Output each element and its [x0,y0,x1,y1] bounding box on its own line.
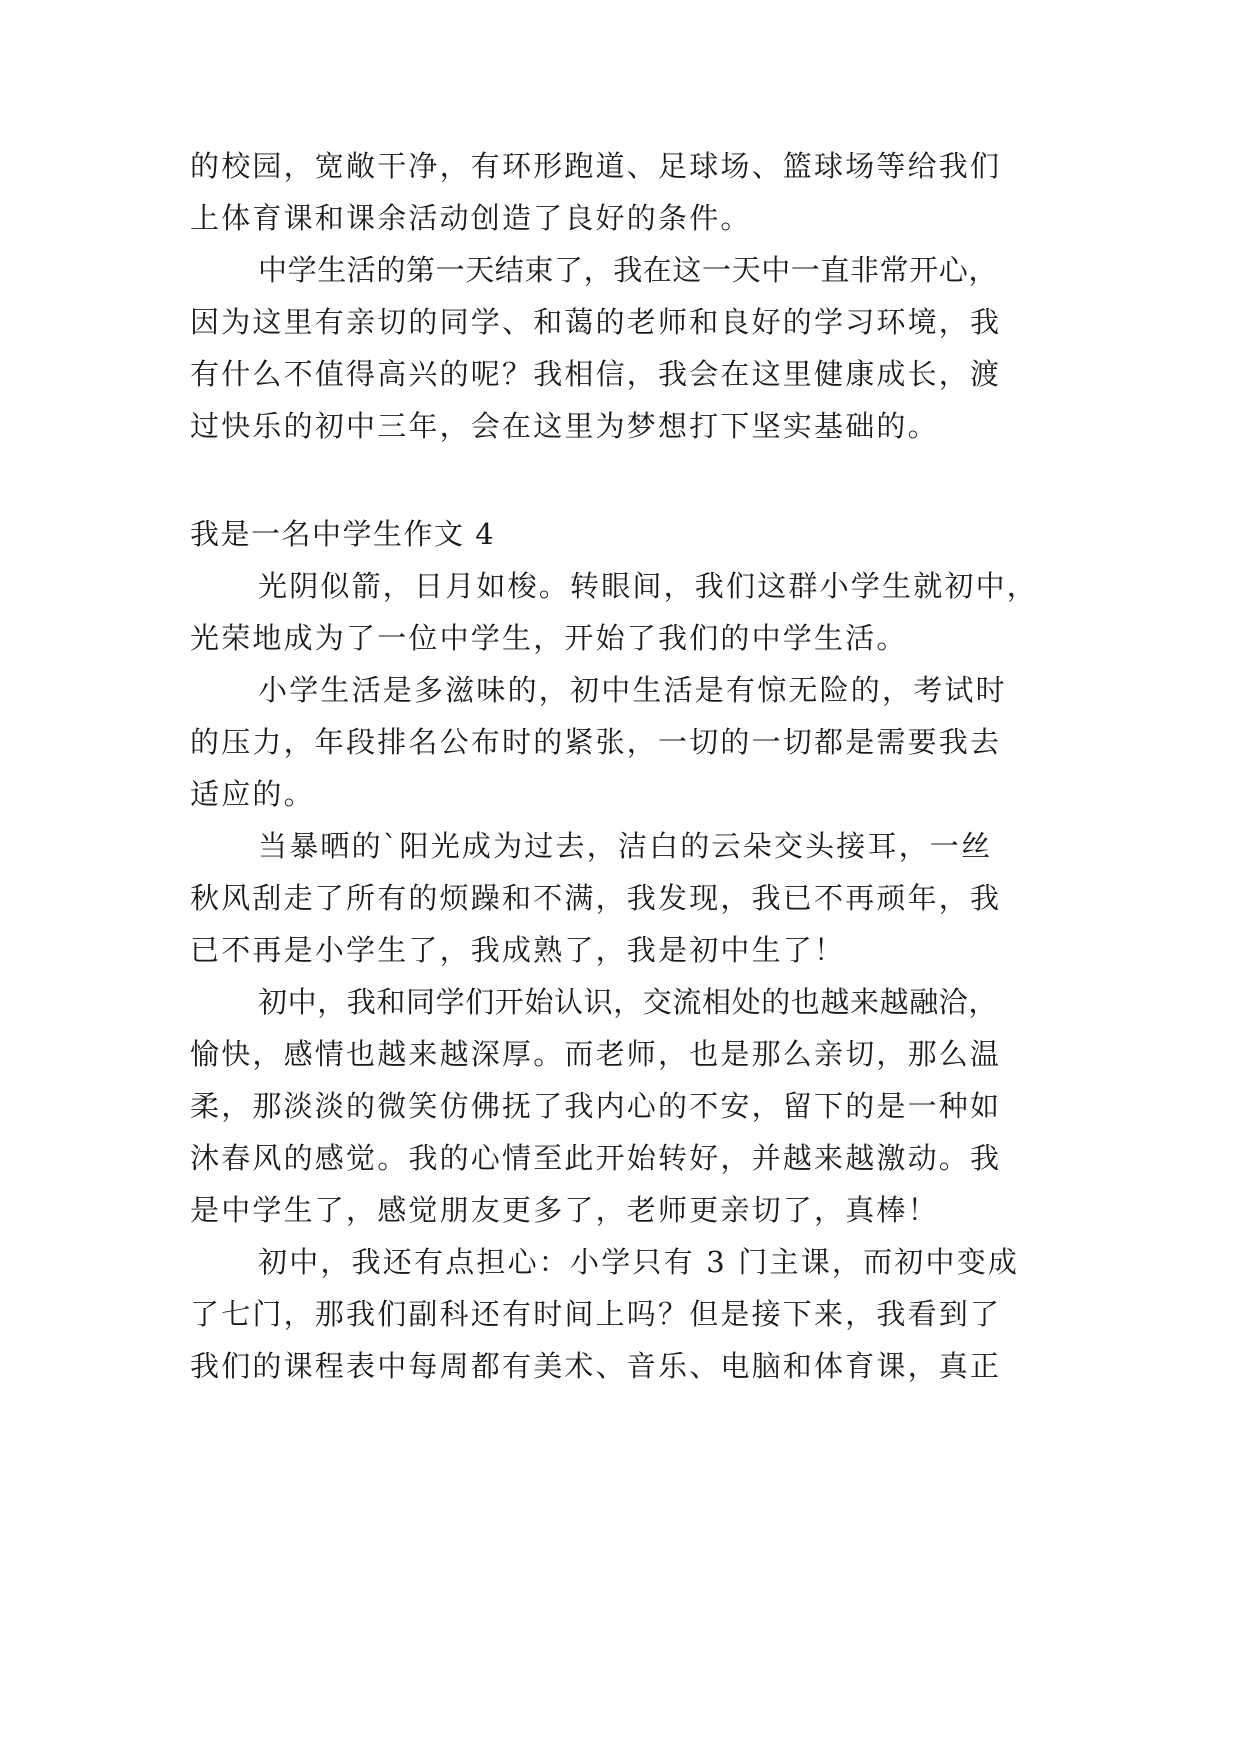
text-line: 小学生活是多滋味的，初中生活是有惊无险的，考试时 [258,673,1007,707]
text-line: 初中，我还有点担心：小学只有 3 门主课，而初中变成 [258,1245,1020,1279]
text-line: 柔，那淡淡的微笑仿佛抚了我内心的不安，留下的是一种如 [190,1089,1002,1123]
text-line: 当暴晒的`阳光成为过去，洁白的云朵交头接耳，一丝 [258,829,993,863]
text-line: 光阴似箭，日月如梭。转眼间，我们这群小学生就初中， [258,569,1039,603]
text-line: 因为这里有亲切的同学、和蔼的老师和良好的学习环境，我 [190,305,1002,339]
text-line: 是中学生了，感觉朋友更多了，老师更亲切了，真棒！ [190,1193,939,1227]
text-line: 的校园，宽敞干净，有环形跑道、足球场、篮球场等给我们 [190,149,1002,183]
text-line: 已不再是小学生了，我成熟了，我是初中生了！ [190,933,846,967]
text-line: 沐春风的感觉。我的心情至此开始转好，并越来越激动。我 [190,1141,1002,1175]
text-line: 初中，我和同学们开始认识，交流相处的也越来越融洽， [258,985,999,1019]
text-line: 光荣地成为了一位中学生，开始了我们的中学生活。 [190,621,908,655]
text-line: 适应的。 [190,777,315,811]
text-line: 的压力，年段排名公布时的紧张，一切的一切都是需要我去 [190,725,1002,759]
text-line: 过快乐的初中三年，会在这里为梦想打下坚实基础的。 [190,409,939,443]
text-line: 秋风刮走了所有的烦躁和不满，我发现，我已不再顽年，我 [190,881,1002,915]
text-line: 了七门，那我们副科还有时间上吗？但是接下来，我看到了 [190,1297,1002,1331]
essay-title: 我是一名中学生作文 4 [190,517,496,551]
text-line: 我们的课程表中每周都有美术、音乐、电脑和体育课，真正 [190,1349,1002,1383]
text-line: 有什么不值得高兴的呢？我相信，我会在这里健康成长，渡 [190,357,1002,391]
text-line: 上体育课和课余活动创造了良好的条件。 [190,201,752,235]
text-line: 愉快，感情也越来越深厚。而老师，也是那么亲切，那么温 [190,1037,1002,1071]
text-line: 中学生活的第一天结束了，我在这一天中一直非常开心， [258,253,999,287]
